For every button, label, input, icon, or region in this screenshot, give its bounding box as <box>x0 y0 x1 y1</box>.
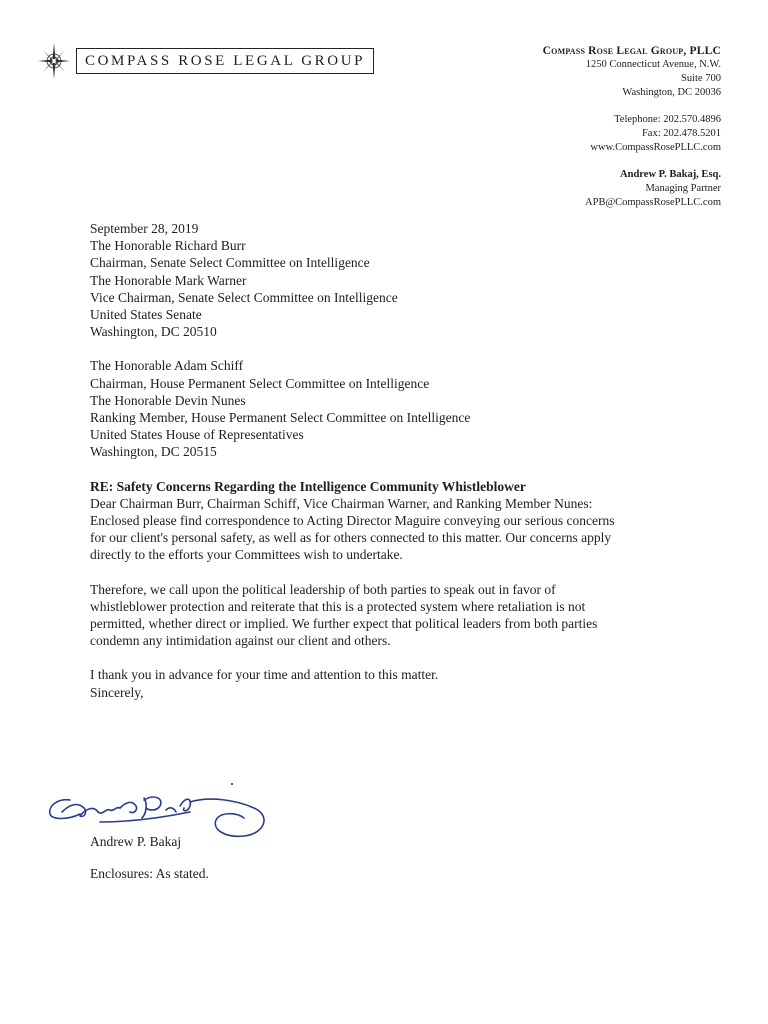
firm-contact-block <box>543 44 721 210</box>
attorney-name: Andrew P. Bakaj, Esq. <box>620 169 721 180</box>
firm-name: Compass Rose Legal Group, PLLC <box>542 45 721 57</box>
recipients-house <box>90 357 730 460</box>
recipient-line: Washington, DC 20510 <box>90 324 217 340</box>
enclosures-note: Enclosures: As stated. <box>90 866 209 881</box>
address-line: Suite 700 <box>681 73 721 84</box>
recipient-line: Vice Chairman, Senate Select Committee on Intelligence <box>90 289 398 305</box>
closing: Sincerely, <box>90 684 144 700</box>
subject-line: RE: Safety Concerns Regarding the Intelligence Community Whistleblower <box>90 478 526 494</box>
logo-wordmark: COMPASS ROSE LEGAL GROUP <box>76 48 374 74</box>
signer-name: Andrew P. Bakaj <box>90 834 182 849</box>
recipient-line: Ranking Member, House Permanent Select Committee on Intelligence <box>90 410 471 426</box>
address-line: Washington, DC 20036 <box>622 87 721 98</box>
recipient-line: The Honorable Devin Nunes <box>90 392 246 408</box>
fax: Fax: 202.478.5201 <box>641 128 721 139</box>
paragraph-3: I thank you in advance for your time and attention to this matter. <box>90 667 439 683</box>
letter-body <box>90 220 730 701</box>
attorney-email-link[interactable]: APB@CompassRosePLLC.com <box>585 197 721 208</box>
salutation: Dear Chairman Burr, Chairman Schiff, Vice Chairman Warner, and Ranking Member Nunes: <box>90 495 593 511</box>
recipient-line: The Honorable Richard Burr <box>90 238 246 254</box>
paragraph-line: whistleblower protection and reiterate that this is a protected system where retaliation is not <box>90 598 586 614</box>
recipient-line: United States Senate <box>90 307 202 323</box>
paragraph-line: Therefore, we call upon the political leadership of both parties to speak out in favor of <box>90 581 556 597</box>
paragraph-line: Enclosed please find correspondence to Acting Director Maguire conveying our serious concerns <box>90 513 615 529</box>
address-line: 1250 Connecticut Avenue, N.W. <box>585 59 721 70</box>
paragraph-line: condemn any intimidation against our client and others. <box>90 633 391 649</box>
paragraph-1 <box>90 512 730 564</box>
recipient-line: The Honorable Adam Schiff <box>90 358 244 374</box>
paragraph-line: for our client's personal safety, as well as for others connected to this matter. Our concerns apply <box>90 530 612 546</box>
recipient-line: Washington, DC 20515 <box>90 444 217 460</box>
recipients-senate <box>90 237 730 340</box>
compass-rose-icon <box>36 38 72 84</box>
paragraph-line: permitted, whether direct or implied. We further expect that political leaders from both parties <box>90 616 598 632</box>
paragraph-line: directly to the efforts your Committees wish to undertake. <box>90 547 403 563</box>
paragraph-2 <box>90 581 730 650</box>
letterhead-logo <box>36 38 374 84</box>
website-link[interactable]: www.CompassRosePLLC.com <box>590 142 721 153</box>
recipient-line: Chairman, Senate Select Committee on Intelligence <box>90 255 370 271</box>
recipient-line: The Honorable Mark Warner <box>90 272 247 288</box>
recipient-line: Chairman, House Permanent Select Committee on Intelligence <box>90 375 430 391</box>
recipient-line: United States House of Representatives <box>90 427 304 443</box>
letter-date: September 28, 2019 <box>90 221 199 236</box>
attorney-title: Managing Partner <box>645 183 721 194</box>
telephone: Telephone: 202.570.4896 <box>614 114 721 125</box>
